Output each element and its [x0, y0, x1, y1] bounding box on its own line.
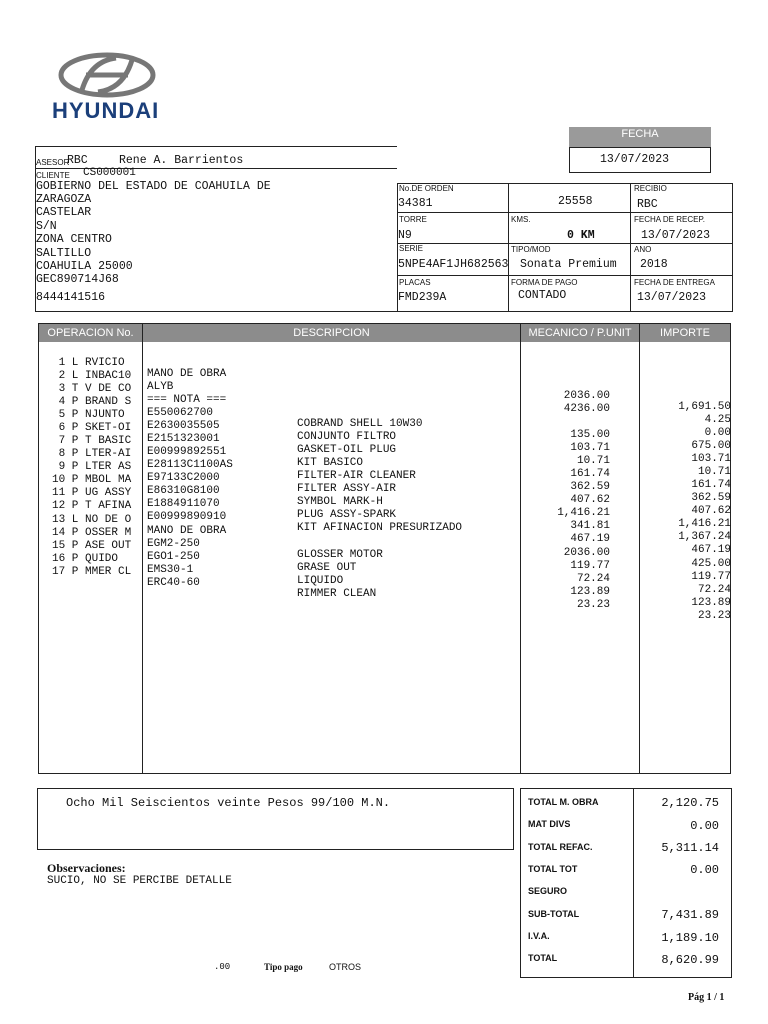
- row-op: 14 P OSSER M: [52, 527, 132, 539]
- row-importe: 161.74: [691, 479, 731, 491]
- row-code: E00999890910: [147, 511, 227, 523]
- row-unit: 341.81: [570, 520, 610, 532]
- observaciones-label: Observaciones:: [47, 861, 126, 875]
- amount-words: Ocho Mil Seiscientos veinte Pesos 99/100 M.N.: [66, 796, 391, 810]
- row-importe: 72.24: [697, 584, 731, 596]
- forma-pago-label: FORMA DE PAGO: [511, 278, 578, 287]
- totals-box: [520, 788, 732, 978]
- fecha-label: FECHA: [621, 128, 659, 140]
- tipo-pago-value: OTROS: [329, 962, 362, 972]
- row-unit: 362.59: [570, 481, 610, 493]
- recibio-label: RECIBIO: [634, 184, 667, 193]
- total-tot-label: TOTAL TOT: [528, 864, 578, 874]
- cliente-line-4: S/N: [36, 220, 57, 233]
- row-unit: 1,416.21: [557, 507, 610, 519]
- iva-label: I.V.A.: [528, 931, 550, 941]
- footer-amount: .00: [214, 962, 231, 972]
- recibio-value: RBC: [637, 198, 658, 211]
- row-op: 3 T V DE CO: [52, 383, 132, 395]
- fecha-entrega-label: FECHA DE ENTREGA: [634, 278, 715, 287]
- row-unit: 2036.00: [563, 547, 610, 559]
- row-code: ERC40-60: [147, 577, 200, 589]
- row-op: 9 P LTER AS: [52, 461, 132, 473]
- row-importe: 1,691.50: [678, 401, 731, 413]
- row-unit: 123.89: [570, 586, 610, 598]
- row-op: 17 P MMER CL: [52, 566, 132, 578]
- row-desc: LIQUIDO: [297, 575, 344, 587]
- mat-divs-value: 0.00: [690, 819, 719, 833]
- torre-label: TORRE: [399, 215, 427, 224]
- iva-value: 1,189.10: [661, 931, 719, 945]
- row-code: === NOTA ===: [147, 394, 227, 406]
- fecha-recep-value: 13/07/2023: [641, 229, 711, 242]
- row-op: 6 P SKET-OI: [52, 422, 132, 434]
- tipomod-label: TIPO/MOD: [511, 245, 551, 254]
- serie-label: SERIE: [399, 244, 424, 253]
- total-refac-value: 5,311.14: [661, 841, 719, 855]
- row-importe: 425.00: [691, 558, 731, 570]
- header-operacion: OPERACION No.: [39, 324, 142, 342]
- row-unit: 72.24: [576, 573, 610, 585]
- cliente-line-5: ZONA CENTRO: [36, 233, 112, 246]
- header-descripcion: DESCRIPCION: [143, 324, 520, 342]
- row-importe: 4.25: [704, 414, 731, 426]
- row-unit: 119.77: [570, 560, 610, 572]
- cliente-code: CS000001: [83, 167, 136, 179]
- row-code: MANO DE OBRA: [147, 525, 227, 537]
- row-code: EGO1-250: [147, 551, 200, 563]
- forma-pago-value: CONTADO: [518, 289, 567, 302]
- row-importe: 1,367.24: [678, 531, 731, 543]
- kms-value: 0 KM: [567, 229, 595, 242]
- row-op: 13 L NO DE O: [52, 514, 132, 526]
- cliente-label: CLIENTE: [36, 171, 70, 180]
- row-desc: KIT BASICO: [297, 457, 364, 469]
- row-unit: 2036.00: [563, 390, 610, 402]
- row-desc: FILTER-AIR CLEANER: [297, 470, 416, 482]
- row-code: E86310G8100: [147, 485, 220, 497]
- observaciones-text: SUCIO, NO SE PERCIBE DETALLE: [47, 875, 232, 887]
- row-code: MANO DE OBRA: [147, 368, 227, 380]
- row-op: 12 P T AFINA: [52, 500, 132, 512]
- kms-label: KMS.: [511, 215, 531, 224]
- row-code: E97133C2000: [147, 472, 220, 484]
- cliente-line-1: GOBIERNO DEL ESTADO DE COAHUILA DE: [36, 180, 271, 193]
- row-unit: 467.19: [570, 533, 610, 545]
- row-op: 10 P MBOL MA: [52, 474, 132, 486]
- totals-divider: [633, 788, 634, 978]
- row-desc: GASKET-OIL PLUG: [297, 444, 397, 456]
- grid-hline-1: [397, 212, 733, 213]
- ano-value: 2018: [640, 258, 668, 271]
- row-desc: GLOSSER MOTOR: [297, 549, 383, 561]
- row-op: 4 P BRAND S: [52, 396, 132, 408]
- row-importe: 23.23: [697, 610, 731, 622]
- cliente-line-7: COAHUILA 25000: [36, 260, 133, 273]
- grid-vline-1: [508, 183, 509, 312]
- no-orden-value: 34381: [398, 197, 433, 210]
- row-unit: 135.00: [570, 429, 610, 441]
- brand-name: HYUNDAI: [52, 98, 160, 123]
- serie-value: 5NPE4AF1JH682563: [398, 258, 509, 271]
- torre-value: N9: [398, 229, 412, 242]
- row-code: E00999892551: [147, 446, 227, 458]
- row-desc: KIT AFINACION PRESURIZADO: [297, 522, 463, 534]
- header-mecanico: MECANICO / P.UNIT: [521, 324, 639, 342]
- row-importe: 123.89: [691, 597, 731, 609]
- row-op: 5 P NJUNTO: [52, 409, 125, 421]
- row-op: 16 P QUIDO: [52, 553, 119, 565]
- cliente-line-2: ZARAGOZA: [36, 193, 92, 206]
- row-desc: CONJUNTO FILTRO: [297, 431, 397, 443]
- placas-label: PLACAS: [399, 278, 431, 287]
- row-importe: 362.59: [691, 492, 731, 504]
- seguro-label: SEGURO: [528, 886, 568, 896]
- fecha-recep-label: FECHA DE RECEP.: [634, 215, 705, 224]
- grid-hline-2: [397, 243, 733, 244]
- row-desc: FILTER ASSY-AIR: [297, 483, 397, 495]
- asesor-label: ASESOR: [36, 158, 70, 167]
- grid-hline-3: [397, 275, 733, 276]
- row-importe: 467.19: [691, 544, 731, 556]
- total-label: TOTAL: [528, 953, 558, 963]
- row-op: 1 L RVICIO: [52, 357, 125, 369]
- row-unit: 161.74: [570, 468, 610, 480]
- row-unit: 23.23: [576, 599, 610, 611]
- row-unit: 103.71: [570, 442, 610, 454]
- cliente-line-3: CASTELAR: [36, 206, 92, 219]
- cliente-line-8: GEC890714J68: [36, 273, 119, 286]
- row-op: 2 L INBAC10: [52, 370, 132, 382]
- row-unit: 407.62: [570, 494, 610, 506]
- row-code: ALYB: [147, 381, 174, 393]
- mat-divs-label: MAT DIVS: [528, 819, 571, 829]
- ano-label: ANO: [634, 245, 652, 254]
- asesor-code: RBC: [67, 154, 88, 167]
- placas-value: FMD239A: [398, 291, 447, 304]
- row-importe: 103.71: [691, 453, 731, 465]
- row-unit: 10.71: [576, 455, 610, 467]
- row-code: E550062700: [147, 407, 214, 419]
- row-code: E2151323001: [147, 433, 220, 445]
- row-code: E2630035505: [147, 420, 220, 432]
- orden-num-value: 25558: [558, 195, 593, 208]
- total-mobra-label: TOTAL M. OBRA: [528, 797, 599, 807]
- fecha-entrega-value: 13/07/2023: [637, 291, 707, 304]
- cliente-line-10: 8444141516: [36, 291, 106, 304]
- total-value: 8,620.99: [661, 953, 719, 967]
- header-importe: IMPORTE: [640, 324, 730, 342]
- hyundai-logo: [52, 52, 172, 122]
- row-op: 7 P T BASIC: [52, 435, 132, 447]
- no-orden-label: No.DE ORDEN: [399, 184, 454, 193]
- row-op: 8 P LTER-AI: [52, 448, 132, 460]
- row-desc: SYMBOL MARK-H: [297, 496, 383, 508]
- grid-vline-2: [630, 183, 631, 312]
- row-op: 15 P ASE OUT: [52, 540, 132, 552]
- row-code: E1884911070: [147, 498, 220, 510]
- row-unit: 4236.00: [563, 403, 610, 415]
- row-importe: 10.71: [697, 466, 731, 478]
- asesor-name: Rene A. Barrientos: [119, 154, 244, 167]
- row-code: EMS30-1: [147, 564, 194, 576]
- row-desc: RIMMER CLEAN: [297, 588, 377, 600]
- row-importe: 1,416.21: [678, 518, 731, 530]
- row-code: E28113C1100AS: [147, 459, 233, 471]
- row-importe: 407.62: [691, 505, 731, 517]
- tipo-pago-label: Tipo pago: [264, 962, 303, 972]
- cliente-line-6: SALTILLO: [36, 247, 92, 260]
- total-refac-label: TOTAL REFAC.: [528, 842, 593, 852]
- tipomod-value: Sonata Premium: [520, 258, 617, 271]
- row-importe: 0.00: [704, 427, 731, 439]
- row-desc: PLUG ASSY-SPARK: [297, 509, 397, 521]
- row-importe: 675.00: [691, 440, 731, 452]
- total-mobra-value: 2,120.75: [661, 796, 719, 810]
- row-op: 11 P UG ASSY: [52, 487, 132, 499]
- row-importe: 119.77: [691, 571, 731, 583]
- total-tot-value: 0.00: [690, 863, 719, 877]
- subtotal-value: 7,431.89: [661, 908, 719, 922]
- row-desc: GRASE OUT: [297, 562, 357, 574]
- page-number: Pág 1 / 1: [688, 992, 725, 1003]
- row-code: EGM2-250: [147, 538, 200, 550]
- fecha-value: 13/07/2023: [600, 153, 670, 166]
- row-desc: COBRAND SHELL 10W30: [297, 418, 423, 430]
- subtotal-label: SUB-TOTAL: [528, 909, 580, 919]
